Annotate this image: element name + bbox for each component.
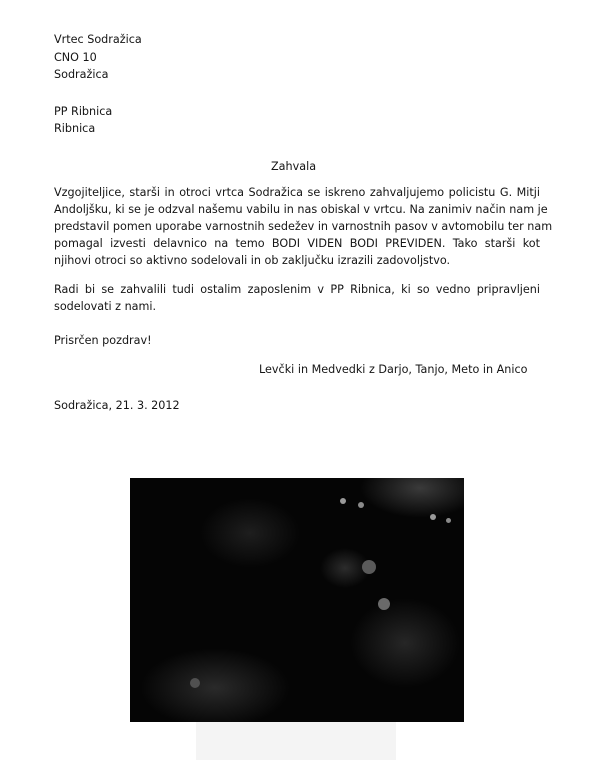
paragraph-staff	[54, 281, 540, 315]
paragraph-line: sodelovati z nami.	[54, 300, 157, 313]
paragraph-thanks	[54, 184, 553, 269]
paragraph-line: predstavil pomen uporabe varnostnih sedežev in varnostnih pasov v avtomobilu ter nam	[54, 220, 553, 233]
paragraph-line: njihovi otroci so aktivno sodelovali in ob zaključku izrazili zadovoljstvo.	[54, 254, 451, 267]
paragraph-line: pomagal izvesti delavnico na temo BODI VIDEN BODI PREVIDEN. Tako starši kot	[54, 237, 540, 250]
paragraph-line: Vzgojiteljice, starši in otroci vrtca Sodražica se iskreno zahvaljujemo policistu G. Mitji	[54, 186, 540, 199]
letter-title: Zahvala	[271, 160, 317, 173]
recipient-name: PP Ribnica	[54, 105, 113, 118]
signature: Levčki in Medvedki z Darjo, Tanjo, Meto in Anico	[259, 363, 528, 376]
photo-strip	[196, 722, 396, 760]
sender-city: Sodražica	[54, 68, 109, 81]
place-date: Sodražica, 21. 3. 2012	[54, 399, 180, 412]
paragraph-line: Radi bi se zahvalili tudi ostalim zaposlenim v PP Ribnica, ki so vedno pripravljeni	[54, 283, 540, 296]
sender-name: Vrtec Sodražica	[54, 33, 142, 46]
recipient-city: Ribnica	[54, 122, 96, 135]
sender-address: CNO 10	[54, 51, 97, 64]
greeting: Prisrčen pozdrav!	[54, 334, 152, 347]
classroom-photo	[130, 478, 464, 722]
paragraph-line: Andoljšku, ki se je odzval našemu vabilu in nas obiskal v vrtcu. Na zanimiv način nam je	[54, 203, 548, 216]
